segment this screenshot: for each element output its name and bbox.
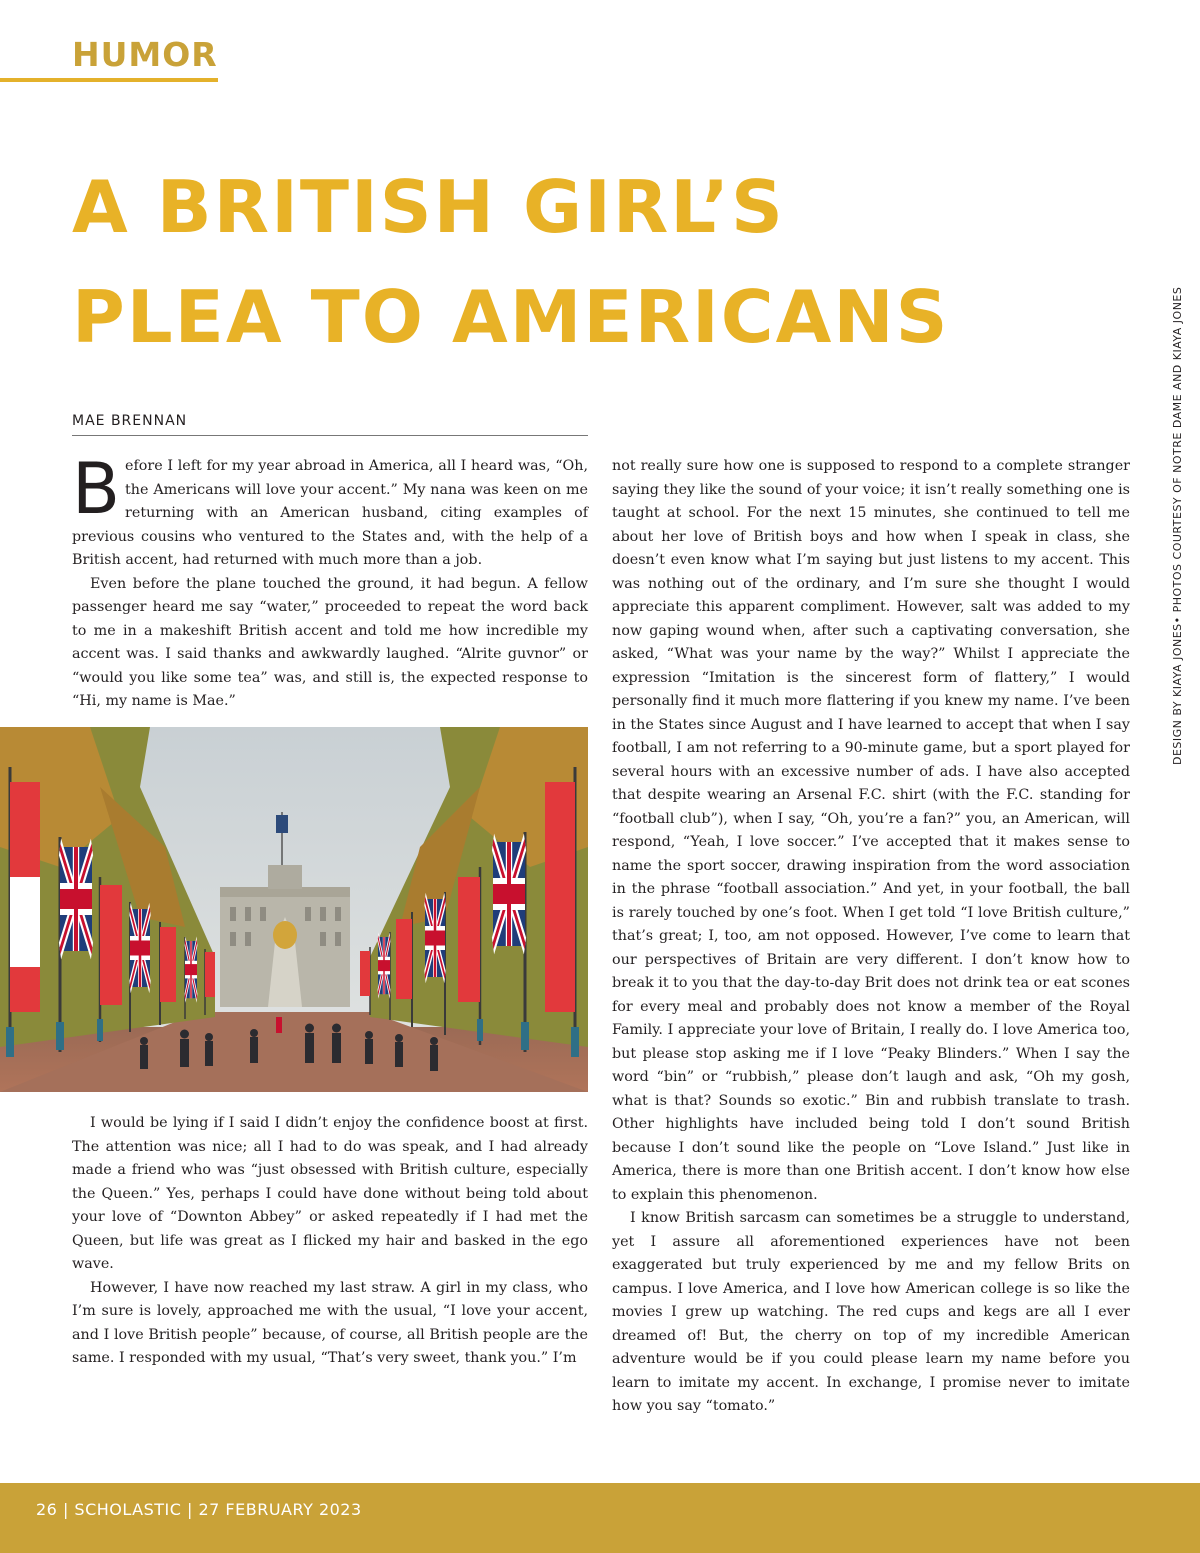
byline: MAE BRENNAN bbox=[72, 413, 188, 429]
article-column-2 bbox=[612, 455, 1130, 1419]
paragraph-1-text: efore I left for my year abroad in America, all I heard was, “Oh, the Americans will love your accent.” My nana was keen on me returning with an American husband, citing examples of previous cousins who ventured to the States and, with the help of a British accent, had returned with much more than a job. bbox=[72, 458, 588, 568]
article-column-1-top bbox=[72, 448, 588, 714]
headline-line-2: PLEA TO AMERICANS bbox=[72, 275, 950, 359]
section-underline bbox=[0, 78, 218, 82]
article-paragraph-5: I know British sarcasm can sometimes be a struggle to understand, yet I assure all aforementioned experiences have not been exaggerated but truly experienced by me and my fellow Brits on campus. I love America, and I love how American college is so like the movies I grew up watching. The red cups and kegs are all I ever dreamed of! But, the cherry on top of my incredible American adventure would be if you could please learn my name before you learn to imitate my accent. In exchange, I promise never to imitate how you say “tomato.” bbox=[612, 1210, 1130, 1414]
section-label: HUMOR bbox=[72, 35, 218, 74]
drop-cap: B bbox=[72, 448, 121, 530]
article-paragraph-2: Even before the plane touched the ground, it had begun. A fellow passenger heard me say “water,” proceeded to repeat the word back to me in a makeshift British accent and told me how incredible my accent was. I said thanks and awkwardly laughed. “Alrite guvnor” or “would you like some tea” was, and still is, the expected response to “Hi, my name is Mae.” bbox=[72, 575, 588, 709]
article-paragraph-4: However, I have now reached my last straw. A girl in my class, who I’m sure is lovely, approached me with the usual, “I love your accent, and I love British people” because, of course, all British people are the same. I responded with my usual, “That’s very sweet, thank you.” I’m bbox=[72, 1279, 588, 1366]
article-paragraph-3: I would be lying if I said I didn’t enjoy the confidence boost at first. The attention was nice; all I had to do was speak, and I had already made a friend who was “just obsessed with British culture, especially the Queen.” Yes, perhaps I could have done without being told about your love of “Downton Abbey” or asked repeatedly if I had met the Queen, but life was great as I flicked my hair and basked in the ego wave. bbox=[72, 1115, 588, 1272]
headline bbox=[72, 152, 1152, 372]
article-paragraph-1 bbox=[72, 448, 588, 573]
headline-line-1: A BRITISH GIRL’S bbox=[72, 165, 785, 249]
page-footer: 26 | SCHOLASTIC | 27 FEBRUARY 2023 bbox=[36, 1500, 362, 1519]
photo-credit: DESIGN BY KIAYA JONES• PHOTOS COURTESY OF NOTRE DAME AND KIAYA JONES bbox=[1171, 286, 1184, 765]
article-column-1-bottom bbox=[72, 1112, 588, 1371]
article-paragraph-4-continued: not really sure how one is supposed to respond to a complete stranger saying they like the sound of your voice; it isn’t really something one is taught at school. For the next 15 minutes, she continued to tell me about her love of British boys and how when I speak in class, she doesn’t even know what I’m saying but just listens to my accent. This was nothing out of the ordinary, and I’m sure she thought I would appreciate this apparent compliment. However, salt was added to my now gaping wound when, after such a captivating conversation, she asked, “What was your name by the way?” Whilst I appreciate the expression “Imitation is the sincerest form of flattery,” I would personally find it much more flattering if you knew my name. I’ve been in the States since August and I have learned to accept that when I say football, I am not referring to a 90-minute game, but a sport played for several hours with an excessive number of ads. I have also accepted that despite wearing an Arsenal F.C. shirt (with the F.C. standing for “football club”), when I say, “Oh, you’re a fan?” you, an American, will respond, “Yeah, I love soccer.” I’ve accepted that it makes sense to name the sport soccer, drawing inspiration from the word association in the phrase “football association.” And yet, in your football, the ball is rarely touched by one’s foot. When I get told “I love British culture,” that’s great; I, too, am not opposed. However, I’ve come to learn that our perspectives of Britain are very different. I don’t know how to break it to you that the day-to-day Brit does not drink tea or eat scones for every meal and probably does not know a member of the Royal Family. I appreciate your love of Britain, I really do. I love America too, but please stop asking me if I love “Peaky Blinders.” When I say the word “bin” or “rubbish,” please don’t laugh and ask, “Oh my gosh, what is that? Sounds so exotic.” Bin and rubbish translate to trash. Other highlights have included being told I don’t sound British because I don’t sound like the people on “Love Island.” Just like in America, there is more than one British accent. I don’t know how else to explain this phenomenon. bbox=[612, 458, 1130, 1203]
buckingham-palace-photo bbox=[0, 727, 588, 1092]
byline-divider bbox=[72, 435, 588, 436]
